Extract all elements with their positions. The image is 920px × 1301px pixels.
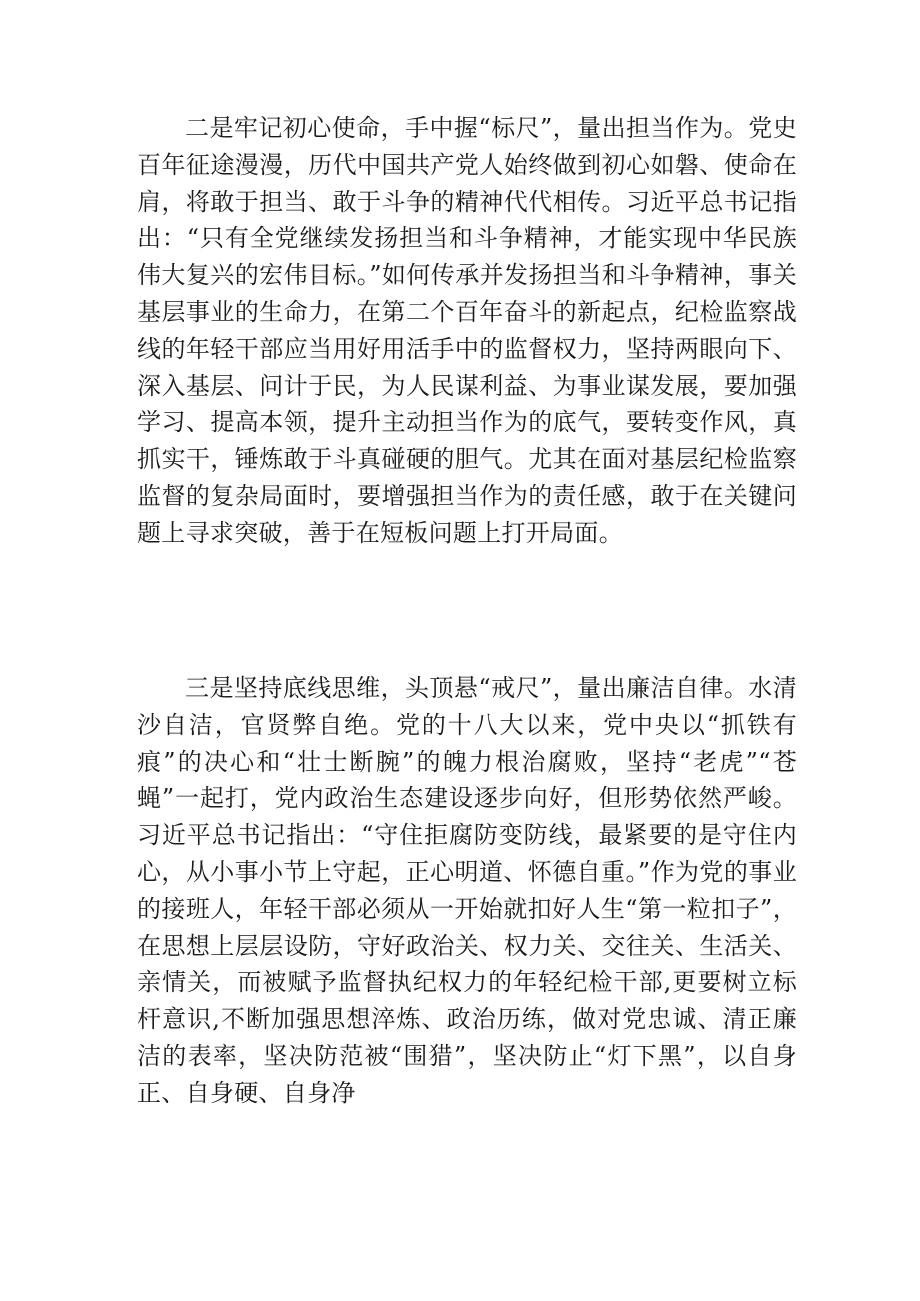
paragraph-measure-integrity: 三是坚持底线思维，头顶悬“戒尺”，量出廉洁自律。水清沙自洁，官贤弊自绝。党的十八大以来，党中央以“抓铁有痕”的决心和“壮士断腕”的魄力根治腐败，坚持“老虎”“苍蝇”一起打，党内政治生态建设逐步向好，但形势依然严峻。习近平总书记指出：“守住拒腐防变防线，最紧要的是守住内心，从小事小节上守起，正心明道、怀德自重。”作为党的事业的接班人，年轻干部必须从一开始就扣好人生“第一粒扣子”，在思想上层层设防，守好政治关、权力关、交往关、生活关、亲情关，而被赋予监督执纪权力的年轻纪检干部,更要树立标杆意识,不断加强思想淬炼、政治历练，做对党忠诚、清正廉洁的表率，坚决防范被“围猎”，坚决防止“灯下黑”，以自身正、自身硬、自身净	[137, 674, 797, 1107]
paragraph-measure-responsibility: 二是牢记初心使命，手中握“标尺”，量出担当作为。党史百年征途漫漫，历代中国共产党人始终做到初心如磐、使命在肩，将敢于担当、敢于斗争的精神代代相传。习近平总书记指出：“只有全党继续发扬担当和斗争精神，才能实现中华民族伟大复兴的宏伟目标。”如何传承并发扬担当和斗争精神，事关基层事业的生命力，在第二个百年奋斗的新起点，纪检监察战线的年轻干部应当用好用活手中的监督权力，坚持两眼向下、深入基层、问计于民，为人民谋利益、为事业谋发展，要加强学习、提高本领，提升主动担当作为的底气，要转变作风，真抓实干，锤炼敢于斗真碰硬的胆气。尤其在面对基层纪检监察监督的复杂局面时，要增强担当作为的责任感，敢于在关键问题上寻求突破，善于在短板问题上打开局面。	[137, 114, 797, 547]
